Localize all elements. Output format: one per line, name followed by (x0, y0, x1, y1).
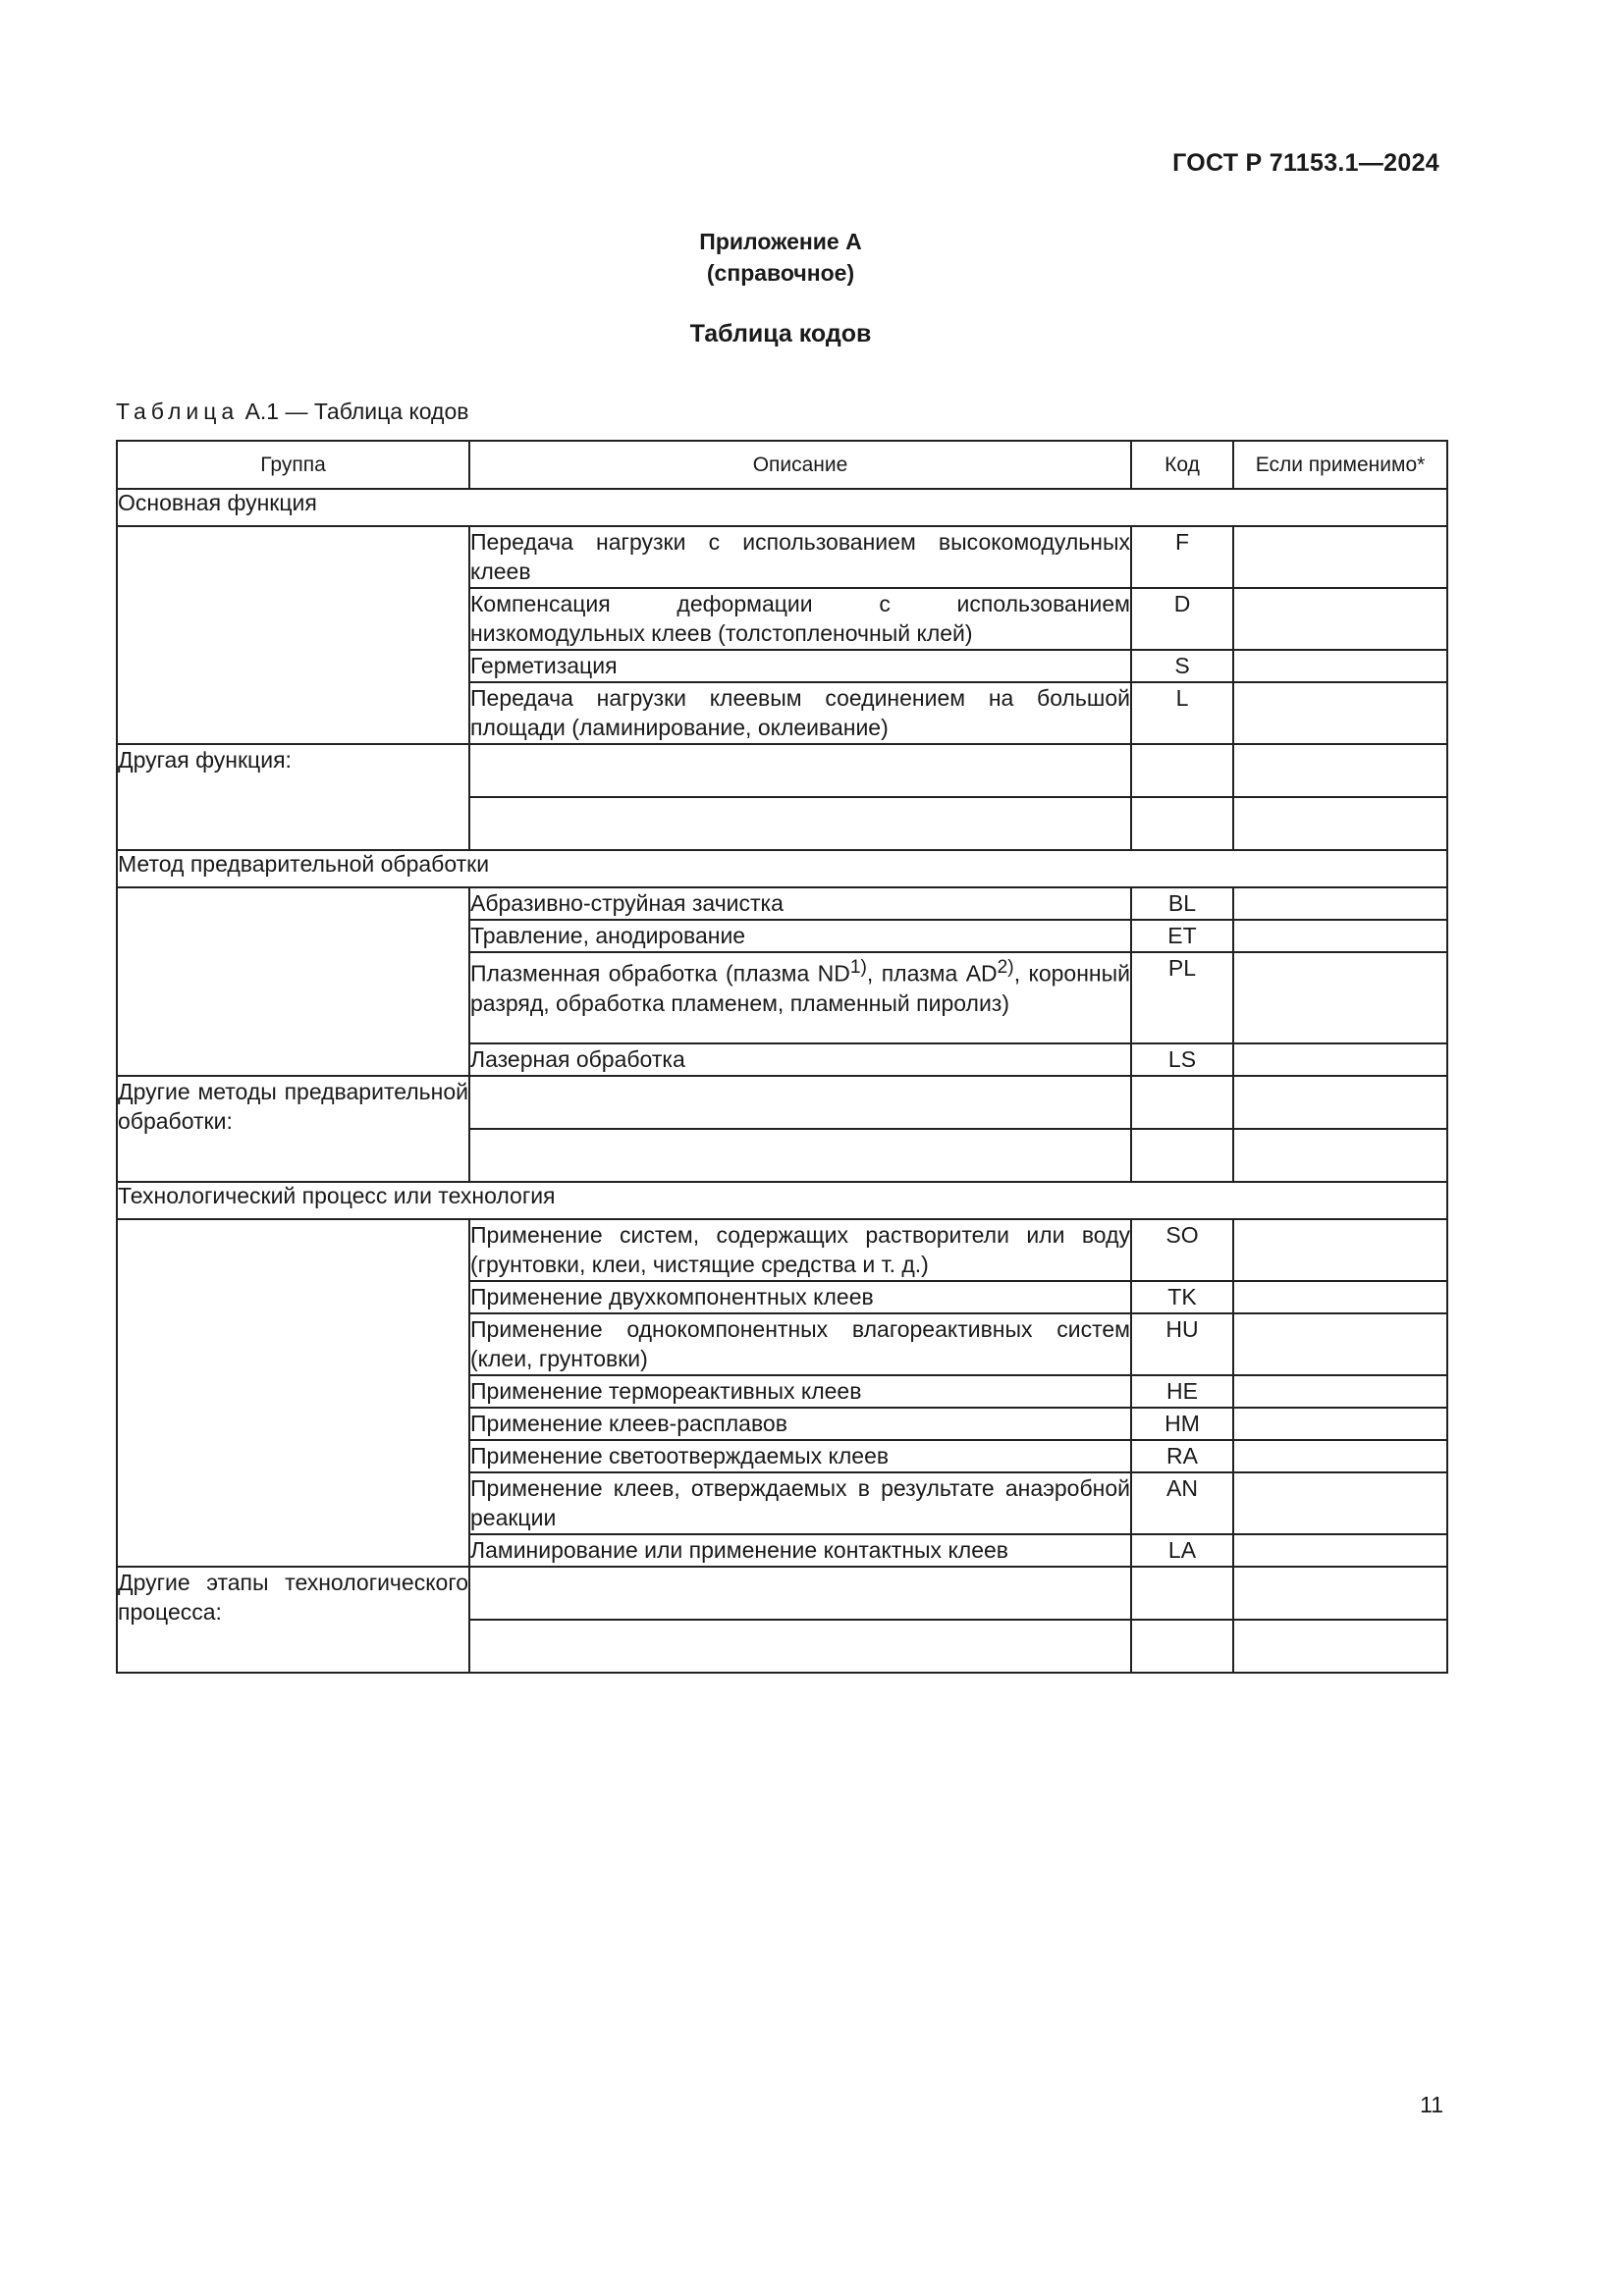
applicable-cell (1233, 682, 1447, 744)
description-cell: Передача нагрузки с использованием высокомодульных клеев (469, 526, 1131, 588)
description-cell: Абразивно-струйная зачистка (469, 887, 1131, 920)
applicable-cell (1233, 1043, 1447, 1076)
table-caption-label: Таблица (116, 399, 240, 424)
description-cell: Применение клеев, отверждаемых в результате анаэробной реакции (469, 1472, 1131, 1534)
applicable-cell (1233, 1534, 1447, 1567)
code-cell: AN (1131, 1472, 1233, 1534)
applicable-cell (1233, 920, 1447, 952)
description-cell (469, 1076, 1131, 1129)
applicable-cell (1233, 887, 1447, 920)
code-cell (1131, 797, 1233, 850)
description-cell (469, 744, 1131, 797)
group-cell (117, 526, 469, 744)
applicable-cell (1233, 1440, 1447, 1472)
applicable-cell (1233, 797, 1447, 850)
footnote-1-mark: 1) (849, 957, 867, 978)
description-cell (469, 1129, 1131, 1182)
description-cell (469, 1620, 1131, 1673)
other-group-label: Другие методы предварительной обработки: (117, 1076, 469, 1182)
code-cell: HU (1131, 1313, 1233, 1375)
section-row (117, 1182, 1447, 1219)
table-row (117, 1076, 1447, 1129)
description-cell: Применение термореактивных клеев (469, 1375, 1131, 1408)
applicable-cell (1233, 1281, 1447, 1313)
description-cell: Применение светоотверждаемых клеев (469, 1440, 1131, 1472)
section-row (117, 489, 1447, 526)
page-number: 11 (1420, 2092, 1443, 2117)
description-cell: Применение систем, содержащих растворители или воду (грунтовки, клеи, чистящие средства и т. д.) (469, 1219, 1131, 1281)
code-cell: RA (1131, 1440, 1233, 1472)
group-cell (117, 1219, 469, 1567)
applicable-cell (1233, 526, 1447, 588)
code-cell: ET (1131, 920, 1233, 952)
description-cell (469, 1567, 1131, 1620)
table-caption-text: А.1 — Таблица кодов (239, 399, 469, 424)
code-cell: L (1131, 682, 1233, 744)
column-header-group: Группа (117, 441, 469, 489)
description-cell: Применение двухкомпонентных клеев (469, 1281, 1131, 1313)
code-cell: S (1131, 650, 1233, 682)
applicable-cell (1233, 1076, 1447, 1129)
annex-status: (справочное) (706, 260, 855, 286)
applicable-cell (1233, 1219, 1447, 1281)
section-title: Метод предварительной обработки (117, 850, 1447, 887)
applicable-cell (1233, 1620, 1447, 1673)
annex-title: Приложение А (699, 229, 862, 254)
code-cell: BL (1131, 887, 1233, 920)
applicable-cell (1233, 1567, 1447, 1620)
code-cell: HM (1131, 1408, 1233, 1440)
description-cell (469, 952, 1131, 1043)
other-group-label: Другая функция: (117, 744, 469, 850)
code-cell: PL (1131, 952, 1233, 1043)
applicable-cell (1233, 1408, 1447, 1440)
applicable-cell (1233, 1472, 1447, 1534)
applicable-cell (1233, 744, 1447, 797)
table-row (117, 744, 1447, 797)
code-cell (1131, 744, 1233, 797)
applicable-cell (1233, 952, 1447, 1043)
column-header-description: Описание (469, 441, 1131, 489)
code-cell: HE (1131, 1375, 1233, 1408)
description-cell: Передача нагрузки клеевым соединением на большой площади (ламинирование, оклеивание) (469, 682, 1131, 744)
description-cell: Применение однокомпонентных влагореактивных систем (клеи, грунтовки) (469, 1313, 1131, 1375)
code-cell: D (1131, 588, 1233, 650)
codes-table (116, 440, 1448, 1674)
description-text: Плазменная обработка (плазма ND (470, 960, 850, 987)
code-cell: LA (1131, 1534, 1233, 1567)
table-row (117, 1567, 1447, 1620)
description-cell: Лазерная обработка (469, 1043, 1131, 1076)
standard-number: ГОСТ Р 71153.1—2024 (1172, 149, 1439, 177)
table-caption (116, 399, 469, 425)
group-cell (117, 887, 469, 1076)
footnote-2-mark: 2) (997, 957, 1014, 978)
annex-heading (0, 226, 1561, 289)
code-cell (1131, 1076, 1233, 1129)
code-cell (1131, 1129, 1233, 1182)
section-title: Основная функция (117, 489, 1447, 526)
description-cell (469, 797, 1131, 850)
applicable-cell (1233, 1375, 1447, 1408)
description-text: , плазма AD (866, 960, 998, 987)
table-row (117, 1219, 1447, 1281)
annex-table-heading: Таблица кодов (689, 320, 872, 347)
section-title: Технологический процесс или технология (117, 1182, 1447, 1219)
column-header-applicable: Если применимо* (1233, 441, 1447, 489)
applicable-cell (1233, 588, 1447, 650)
description-cell: Ламинирование или применение контактных клеев (469, 1534, 1131, 1567)
other-group-label: Другие этапы технологического процесса: (117, 1567, 469, 1673)
code-cell: TK (1131, 1281, 1233, 1313)
description-cell: Применение клеев-расплавов (469, 1408, 1131, 1440)
table-header-row (117, 441, 1447, 489)
table-row (117, 526, 1447, 588)
description-cell: Травление, анодирование (469, 920, 1131, 952)
code-cell: F (1131, 526, 1233, 588)
description-cell: Компенсация деформации с использованием низкомодульных клеев (толстопленочный клей) (469, 588, 1131, 650)
description-cell: Герметизация (469, 650, 1131, 682)
code-cell (1131, 1620, 1233, 1673)
column-header-code: Код (1131, 441, 1233, 489)
applicable-cell (1233, 1313, 1447, 1375)
section-row (117, 850, 1447, 887)
code-cell (1131, 1567, 1233, 1620)
code-cell: LS (1131, 1043, 1233, 1076)
table-row (117, 887, 1447, 920)
description-text: , коронный разряд, обработка пламенем, пламенный пиролиз) (470, 960, 1130, 1016)
applicable-cell (1233, 1129, 1447, 1182)
applicable-cell (1233, 650, 1447, 682)
code-cell: SO (1131, 1219, 1233, 1281)
